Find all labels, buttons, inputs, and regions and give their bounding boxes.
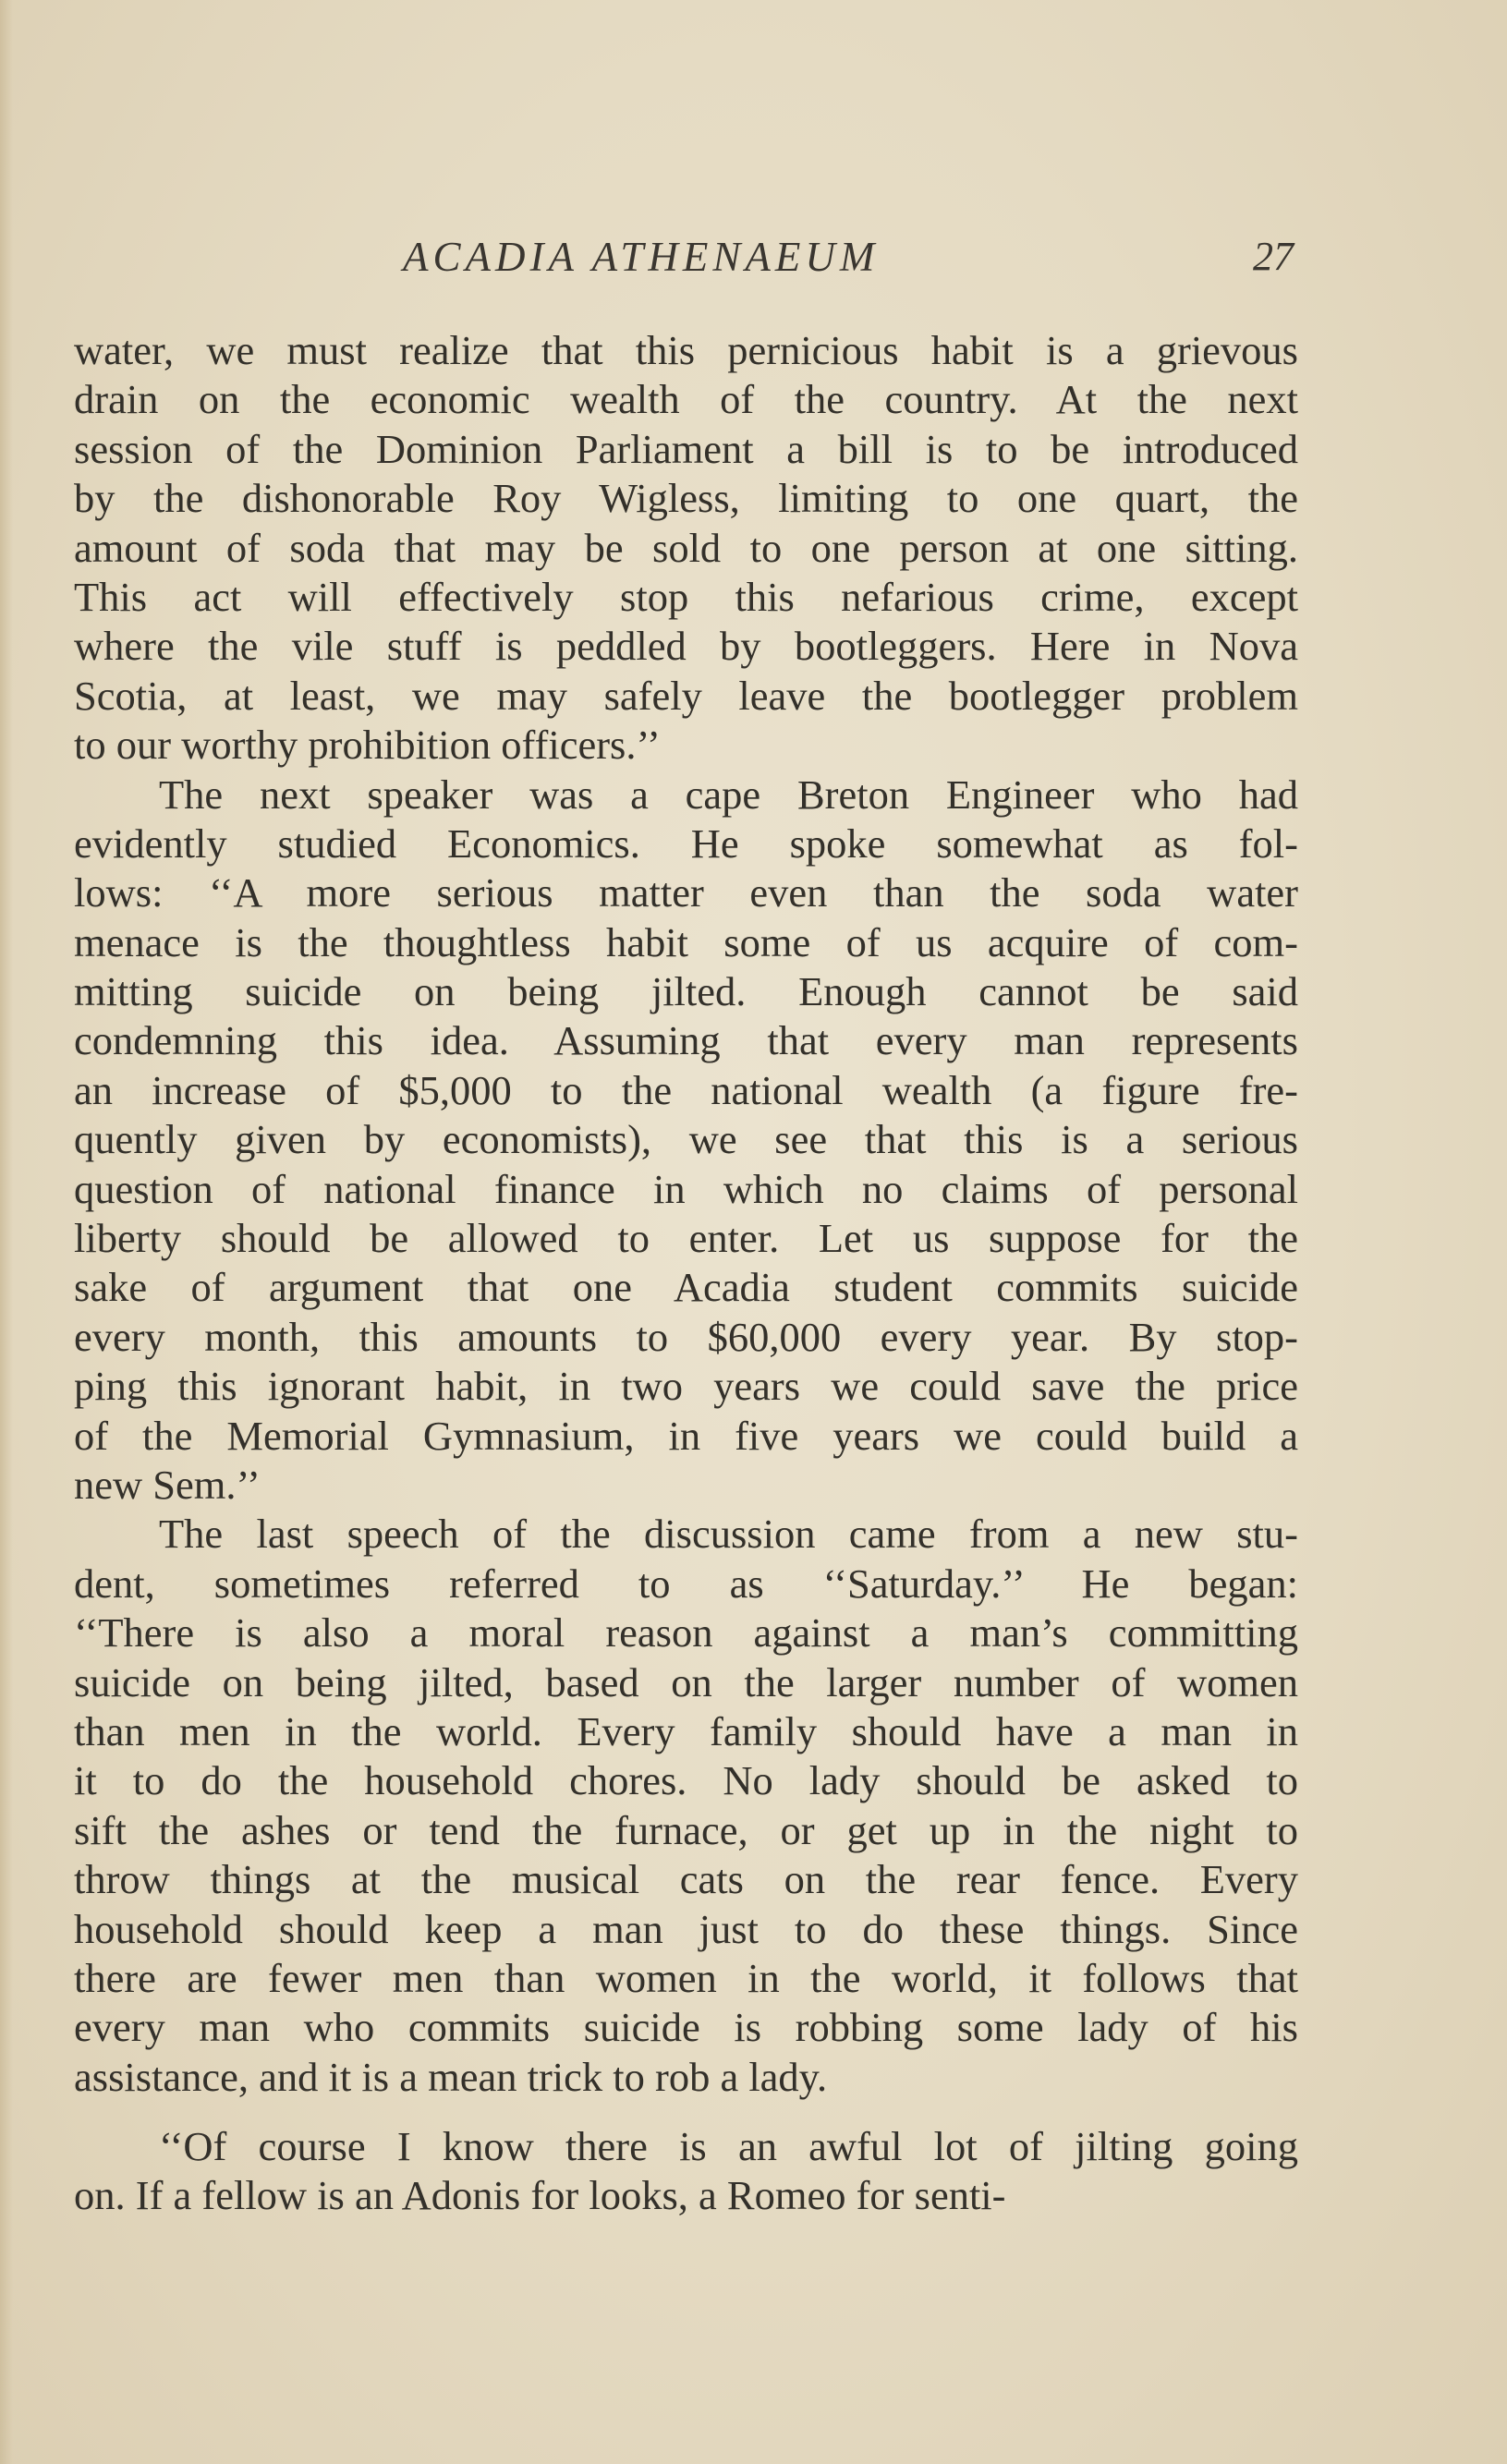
text-line: condemning this idea. Assuming that every man represents bbox=[74, 1017, 1298, 1064]
paragraph-gap bbox=[74, 2102, 1298, 2122]
text-line: lows: ‘‘A more serious matter even than the soda water bbox=[74, 869, 1298, 916]
text-line: an increase of $5,000 to the national wealth (a figure fre- bbox=[74, 1066, 1298, 1113]
paragraph bbox=[74, 326, 1298, 771]
text-line: The last speech of the discussion came from a new stu- bbox=[159, 1511, 1298, 1558]
paragraph bbox=[74, 2122, 1298, 2221]
text-line: assistance, and it is a mean trick to rob a lady. bbox=[74, 2053, 828, 2100]
text-line: there are fewer men than women in the world, it follows that bbox=[74, 1954, 1298, 2001]
paragraph bbox=[74, 771, 1298, 1511]
text-line: every month, this amounts to $60,000 every year. By stop- bbox=[74, 1313, 1298, 1360]
text-line: to our worthy prohibition officers.’’ bbox=[74, 722, 661, 769]
text-line: This act will effectively stop this nefarious crime, except bbox=[74, 573, 1298, 620]
page-header bbox=[0, 233, 1507, 288]
text-line: liberty should be allowed to enter. Let us suppose for the bbox=[74, 1215, 1298, 1262]
text-line: ‘‘There is also a moral reason against a man’s committing bbox=[74, 1609, 1298, 1657]
text-line: where the vile stuff is peddled by bootleggers. Here in Nova bbox=[74, 623, 1298, 670]
text-line: household should keep a man just to do these things. Since bbox=[74, 1905, 1298, 1952]
text-line: quently given by economists), we see that this is a serious bbox=[74, 1116, 1298, 1163]
text-line: it to do the household chores. No lady should be asked to bbox=[74, 1757, 1298, 1804]
page-edge-shadow bbox=[0, 0, 13, 2464]
text-line: throw things at the musical cats on the rear fence. Every bbox=[74, 1856, 1298, 1903]
text-line: every man who commits suicide is robbing some lady of his bbox=[74, 2004, 1298, 2051]
text-line: new Sem.’’ bbox=[74, 1461, 261, 1508]
text-line: evidently studied Economics. He spoke somewhat as fol- bbox=[74, 819, 1298, 867]
text-line: on. If a fellow is an Adonis for looks, a Romeo for senti- bbox=[74, 2172, 1006, 2219]
text-line: question of national finance in which no claims of personal bbox=[74, 1165, 1298, 1212]
article-body bbox=[74, 326, 1298, 2221]
page-number: 27 bbox=[1253, 234, 1294, 279]
text-line: ‘‘Of course I know there is an awful lot of jilting going bbox=[159, 2123, 1298, 2170]
text-line: water, we must realize that this pernicious habit is a grievous bbox=[74, 327, 1298, 373]
text-line: of the Memorial Gymnasium, in five years we could build a bbox=[74, 1412, 1298, 1459]
text-line: sift the ashes or tend the furnace, or get up in the night to bbox=[74, 1806, 1298, 1853]
text-line: suicide on being jilted, based on the larger number of women bbox=[74, 1658, 1298, 1705]
text-line: session of the Dominion Parliament a bill is to be introduced bbox=[74, 425, 1298, 472]
text-line: mitting suicide on being jilted. Enough cannot be said bbox=[74, 968, 1298, 1015]
text-line: dent, sometimes referred to as ‘‘Saturday.’’ He began: bbox=[74, 1560, 1298, 1607]
text-line: by the dishonorable Roy Wigless, limiting to one quart, the bbox=[74, 475, 1298, 522]
text-line: sake of argument that one Acadia student commits suicide bbox=[74, 1264, 1298, 1311]
text-line: Scotia, at least, we may safely leave the bootlegger problem bbox=[74, 672, 1298, 719]
text-line: drain on the economic wealth of the country. At the next bbox=[74, 376, 1298, 423]
paragraph bbox=[74, 1510, 1298, 2102]
text-line: amount of soda that may be sold to one person at one sitting. bbox=[74, 524, 1298, 571]
running-title: ACADIA ATHENAEUM bbox=[403, 234, 880, 280]
text-line: than men in the world. Every family should have a man in bbox=[74, 1707, 1298, 1754]
text-line: ping this ignorant habit, in two years we could save the price bbox=[74, 1363, 1298, 1410]
text-line: menace is the thoughtless habit some of us acquire of com- bbox=[74, 918, 1298, 965]
text-line: The next speaker was a cape Breton Engineer who had bbox=[159, 771, 1298, 818]
